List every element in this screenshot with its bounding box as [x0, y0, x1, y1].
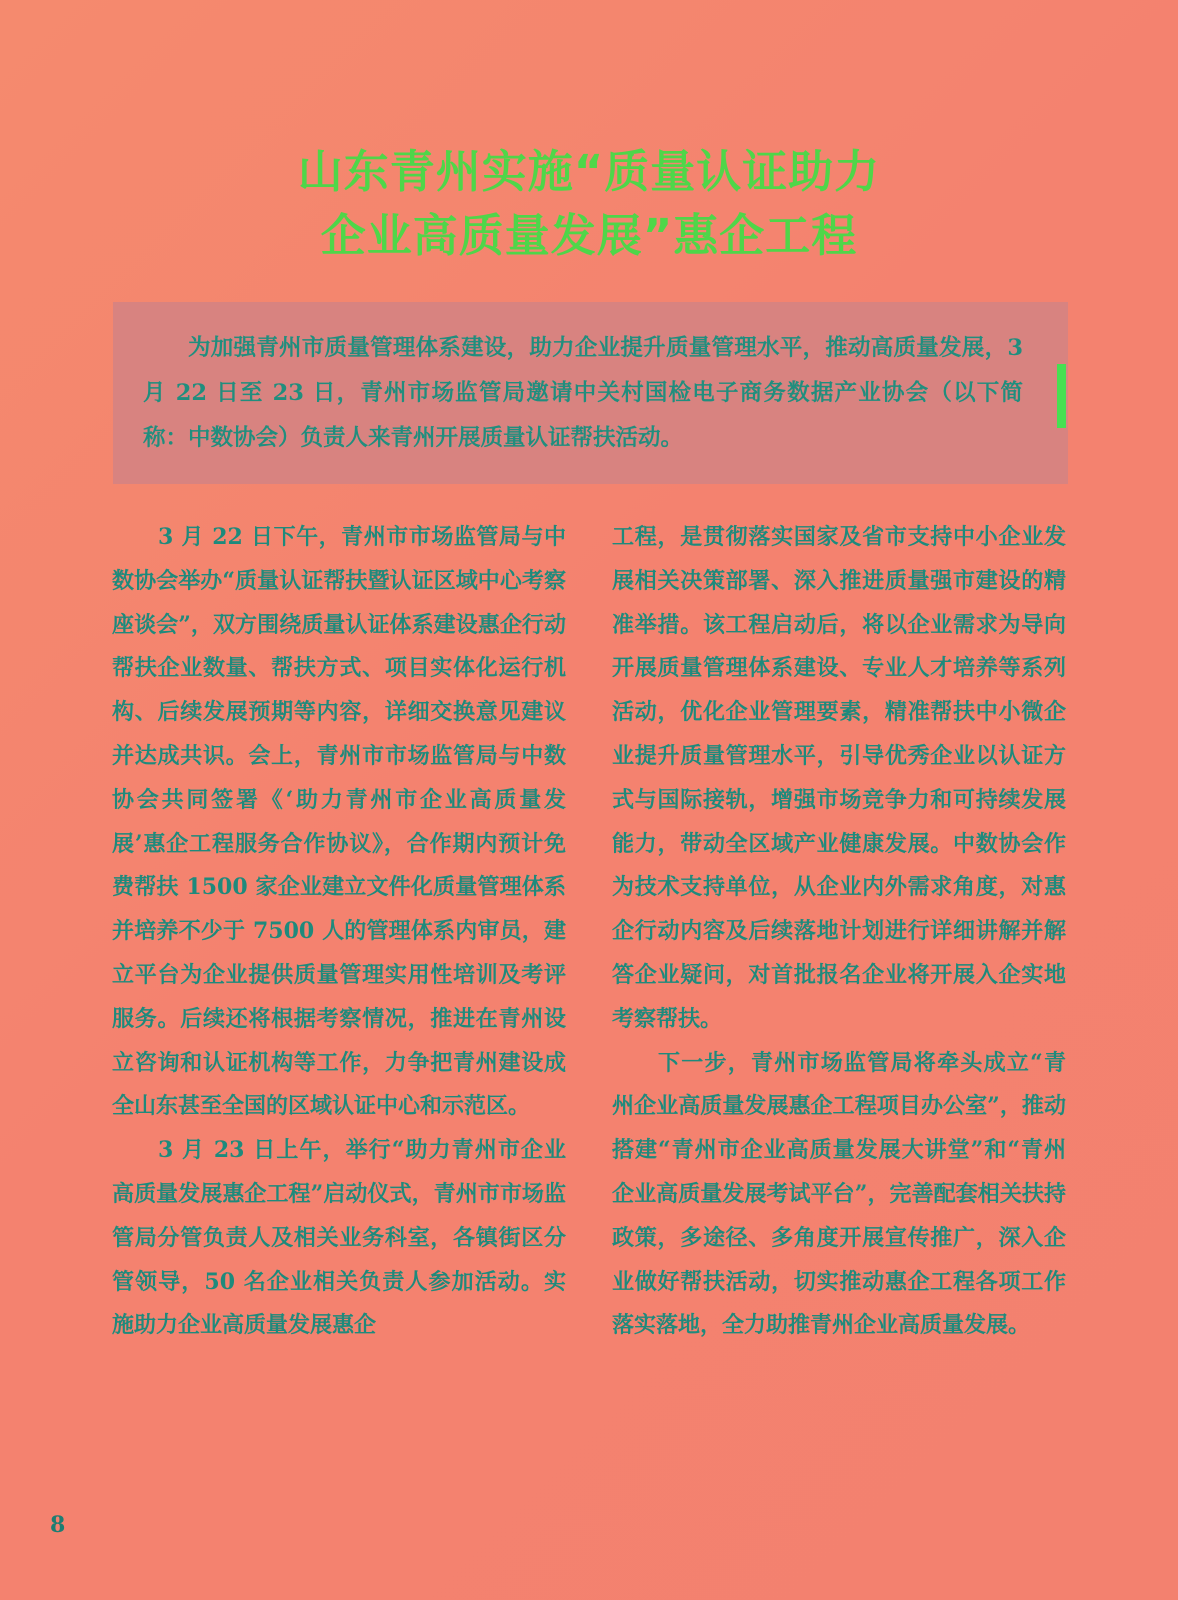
- body-paragraph: 3 月 23 日上午，举行“助力青州市企业高质量发展惠企工程”启动仪式，青州市市场监管局分管负责人及相关业务科室，各镇街区分管领导，50 名企业相关负责人参加活动。实施助力企业高质量发展惠企: [112, 1137, 566, 1339]
- body-paragraph: 下一步，青州市场监管局将牵头成立“青州企业高质量发展惠企工程项目办公室”，推动搭建“青州市企业高质量发展大讲堂”和“青州企业高质量发展考试平台”，完善配套相关扶持政策，多途径、多角度开展宣传推广，深入企业做好帮扶活动，切实推动惠企工程各项工作落实落地，全力助推青州企业高质量发展。: [612, 1049, 1066, 1339]
- body-column-right: [612, 516, 1066, 1348]
- body-paragraph: 工程，是贯彻落实国家及省市支持中小企业发展相关决策部署、深入推进质量强市建设的精准举措。该工程启动后，将以企业需求为导向开展质量管理体系建设、专业人才培养等系列活动，优化企业管理要素，精准帮扶中小微企业提升质量管理水平，引导优秀企业以认证方式与国际接轨，增强市场竞争力和可持续发展能力，带动全区域产业健康发展。中数协会作为技术支持单位，从企业内外需求角度，对惠企行动内容及后续落地计划进行详细讲解并解答企业疑问，对首批报名企业将开展入企实地考察帮扶。: [612, 524, 1066, 1032]
- body-paragraph: 3 月 22 日下午，青州市市场监管局与中数协会举办“质量认证帮扶暨认证区域中心考察座谈会”，双方围绕质量认证体系建设惠企行动帮扶企业数量、帮扶方式、项目实体化运行机构、后续发展预期等内容，详细交换意见建议并达成共识。会上，青州市市场监管局与中数协会共同签署《‘助力青州市企业高质量发展’惠企工程服务合作协议》，合作期内预计免费帮扶 1500 家企业建立文件化质量管理体系并培养不少于 7500 人的管理体系内审员，建立平台为企业提供质量管理实用性培训及考评服务。后续还将根据考察情况，推进在青州设立咨询和认证机构等工作，力争把青州建设成全山东甚至全国的区域认证中心和示范区。: [112, 524, 566, 1120]
- article-title-line-1: 山东青州实施“质量认证助力: [297, 145, 881, 198]
- accent-bar: [1057, 364, 1066, 428]
- page-number: 8: [50, 1512, 66, 1538]
- lead-box: [113, 302, 1068, 484]
- article-title-line-2: 企业高质量发展”惠企工程: [320, 209, 858, 262]
- body-column-left: [112, 516, 566, 1348]
- article-title: [0, 140, 1178, 268]
- lead-paragraph: 为加强青州市质量管理体系建设，助力企业提升质量管理水平，推动高质量发展，3 月 22 日至 23 日，青州市场监管局邀请中关村国检电子商务数据产业协会（以下简称：中数协会）负责人来青州开展质量认证帮扶活动。: [143, 335, 1023, 451]
